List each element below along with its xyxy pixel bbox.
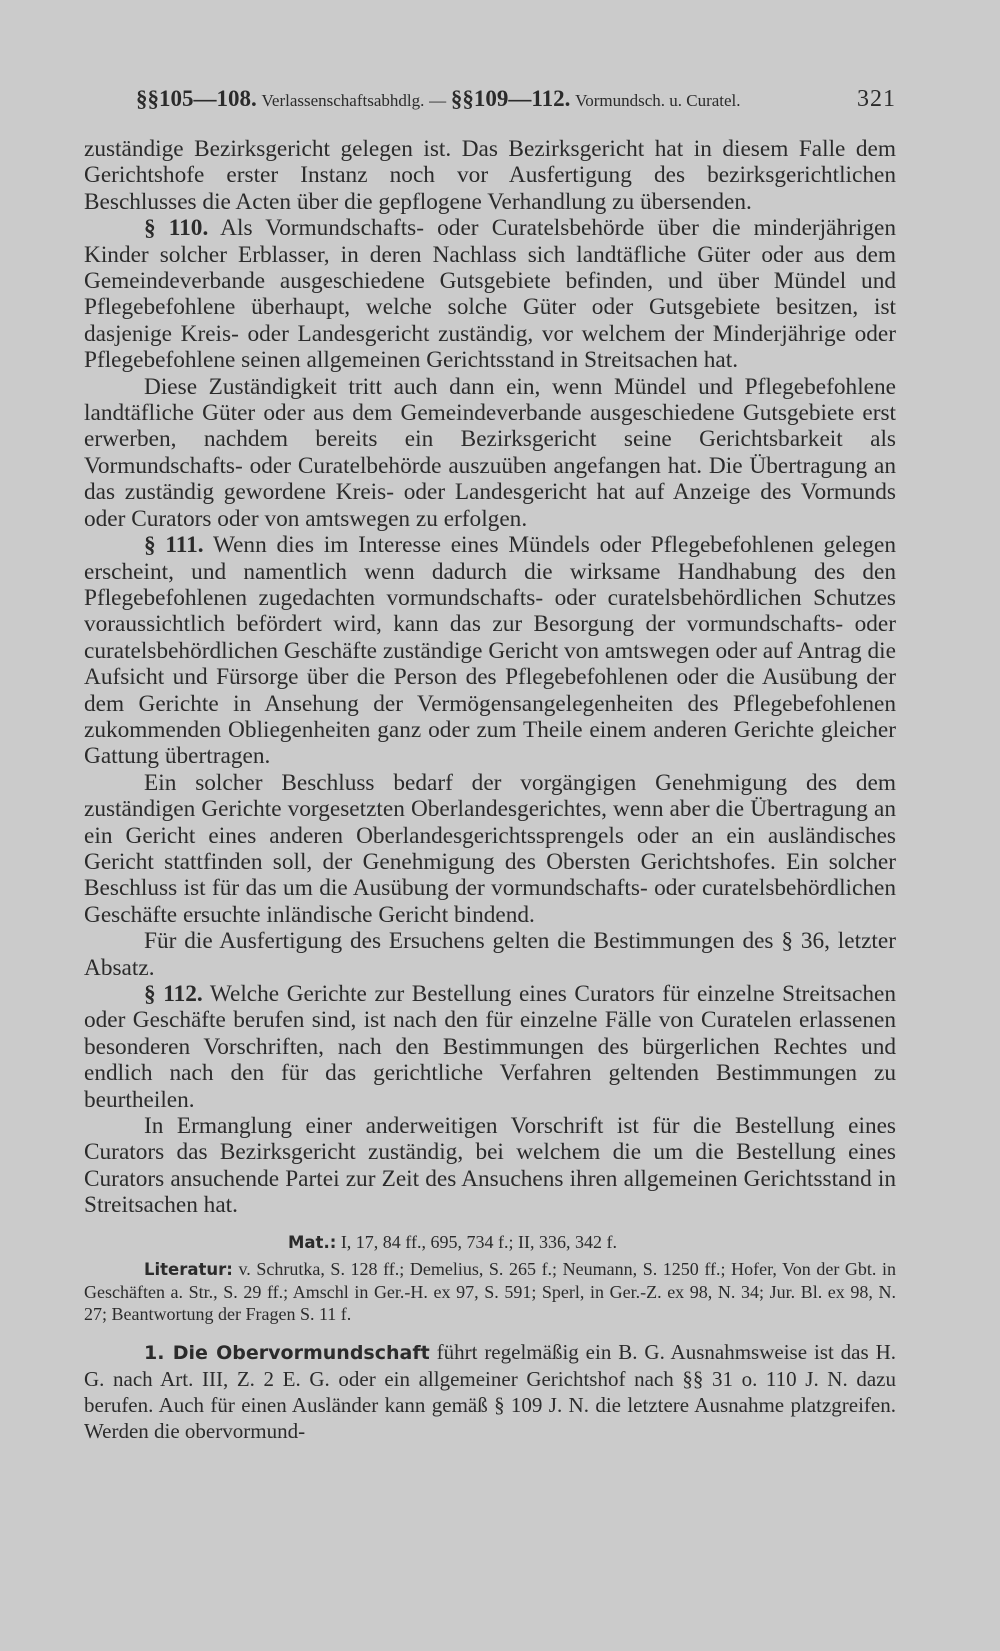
section-112	[84, 981, 896, 1113]
header-left-sections: §§105—108.	[136, 86, 257, 111]
page-number: 321	[857, 86, 896, 112]
section-111-paragraph-2: Ein solcher Beschluss bedarf der vorgängigen Genehmigung des dem zuständigen Gerichte vorgesetzten Oberlandesgerichtes, wenn aber die Übertragung an ein Gericht eines anderen Oberlandesgerichtssprengels oder an ein ausländisches Gericht stattfinden soll, der Genehmigung des Obersten Gerichtshofes. Ein solcher Beschluss ist für das um die Ausübung der vormundschafts- oder curatelsbehördlichen Geschäfte ersuchte inländische Gericht bindend.	[84, 769, 896, 928]
section-111-number: § 111.	[144, 532, 204, 559]
section-111-text: Wenn dies im Interesse eines Mündels oder Pflegebefohlenen gelegen erscheint, und namentlich wenn dadurch die wirksame Handhabung des den Pflegebefohlenen zugedachten vormundschafts- oder curatelsbehördlichen Schutzes voraussichtlich befördert wird, kann das zur Besorgung der vormundschafts- oder curatelsbehördlichen Geschäfte zuständige Gericht von amtswegen oder auf Antrag die Aufsicht und Fürsorge über die Person des Pflegebefohlenen oder die Ausübung der dem Gerichte in Ansehung der Vermögensangelegenheiten des Pflegebefohlenen zukommenden Obliegenheiten ganz oder zum Theile einem anderen Gerichte gleicher Gattung übertragen.	[84, 532, 896, 770]
note-lead: 1. Die Obervormundschaft	[144, 1341, 430, 1364]
literature-label: Literatur:	[144, 1259, 233, 1279]
header-title	[136, 86, 741, 112]
section-111-paragraph-3: Für die Ausfertigung des Ersuchens gelten die Bestimmungen des § 36, letzter Absatz.	[84, 928, 896, 981]
header-left-label: Verlassenschaftsabhdlg.	[261, 91, 425, 110]
section-112-paragraph-2: In Ermanglung einer anderweitigen Vorschrift ist für die Bestellung eines Curators das Bezirksgericht zuständig, bei welchem die um die Bestellung eines Curators ansuchende Partei zur Zeit des Ansuchens ihren allgemeinen Gerichtsstand in Streitsachen hat.	[84, 1113, 896, 1219]
section-110-number: § 110.	[144, 215, 209, 242]
references	[84, 1229, 896, 1325]
materials-reference	[288, 1229, 896, 1256]
section-111	[84, 532, 896, 770]
section-112-number: § 112.	[144, 981, 203, 1007]
note-text: führt regelmäßig ein B. G. Ausnahmsweise ist das H. G. nach Art. III, Z. 2 E. G. oder ein allgemeiner Gerichtshof nach §§ 31 o. 110 J. N. dazu berufen. Auch für einen Ausländer kann gemäß § 109 J. N. die letztere Ausnahme platzgreifen. Werden die obervormund-	[84, 1339, 896, 1443]
commentary-note	[84, 1339, 896, 1444]
header-right-label: Vormundsch. u. Curatel.	[575, 91, 741, 110]
running-header	[136, 86, 896, 126]
section-112-text: Welche Gerichte zur Bestellung eines Curators für einzelne Streitsachen oder Geschäfte berufen sind, ist nach den für einzelne Fälle von Curatelen erlassenen besonderen Vorschriften, nach den Bestimmungen des bürgerlichen Rechtes und endlich nach den für das gerichtliche Verfahren geltenden Bestimmungen zu beurtheilen.	[84, 981, 896, 1113]
section-110-paragraph-2: Diese Zuständigkeit tritt auch dann ein, wenn Mündel und Pflegebefohlene landtäfliche Güter oder aus dem Gemeindeverbande ausgeschiedene Gutsgebiete erst erwerben, nachdem bereits ein Bezirksgericht seine Gerichtsbarkeit als Vormundschafts- oder Curatelbehörde auszuüben angefangen hat. Die Übertragung an das zuständig gewordene Kreis- oder Landesgericht hat auf Anzeige des Vormunds oder Curators oder von amtswegen zu erfolgen.	[84, 373, 896, 532]
main-text	[84, 136, 896, 1219]
header-dash: —	[429, 91, 447, 110]
paragraph-continuation: zuständige Bezirksgericht gelegen ist. Das Bezirksgericht hat in diesem Falle dem Gerichtshofe erster Instanz noch vor Ausfertigung des bezirksgerichtlichen Beschlusses die Acten über die gepflogene Verhandlung zu übersenden.	[84, 136, 896, 215]
header-right-sections: §§109—112.	[450, 86, 571, 111]
section-110	[84, 215, 896, 373]
section-110-text: Als Vormundschafts- oder Curatelsbehörde über die minderjährigen Kinder solcher Erblasser, in deren Nachlass sich landtäfliche Güter oder aus dem Gemeindeverbande ausgeschiedene Gutsgebiete befinden, und über Mündel und Pflegebefohlene überhaupt, welche solche Güter oder Gutsgebiete besitzen, ist dasjenige Kreis- oder Landesgericht zuständig, vor welchem der Minderjährige oder Pflegebefohlene seinen allgemeinen Gerichtsstand in Streitsachen hat.	[84, 215, 896, 374]
literature-reference	[84, 1258, 896, 1325]
materials-text: I, 17, 84 ff., 695, 734 f.; II, 336, 342 f.	[340, 1231, 617, 1252]
materials-label: Mat.:	[288, 1232, 337, 1252]
literature-text: v. Schrutka, S. 128 ff.; Demelius, S. 265 f.; Neumann, S. 1250 ff.; Hofer, Von der Gbt. in Geschäften a. Str., S. 29 ff.; Amschl in Ger.-H. ex 97, S. 591; Sperl, in Ger.-Z. ex 98, N. 34; Jur. Bl. ex 98, N. 27; Beantwortung der Fragen S. 11 f.	[84, 1258, 896, 1324]
